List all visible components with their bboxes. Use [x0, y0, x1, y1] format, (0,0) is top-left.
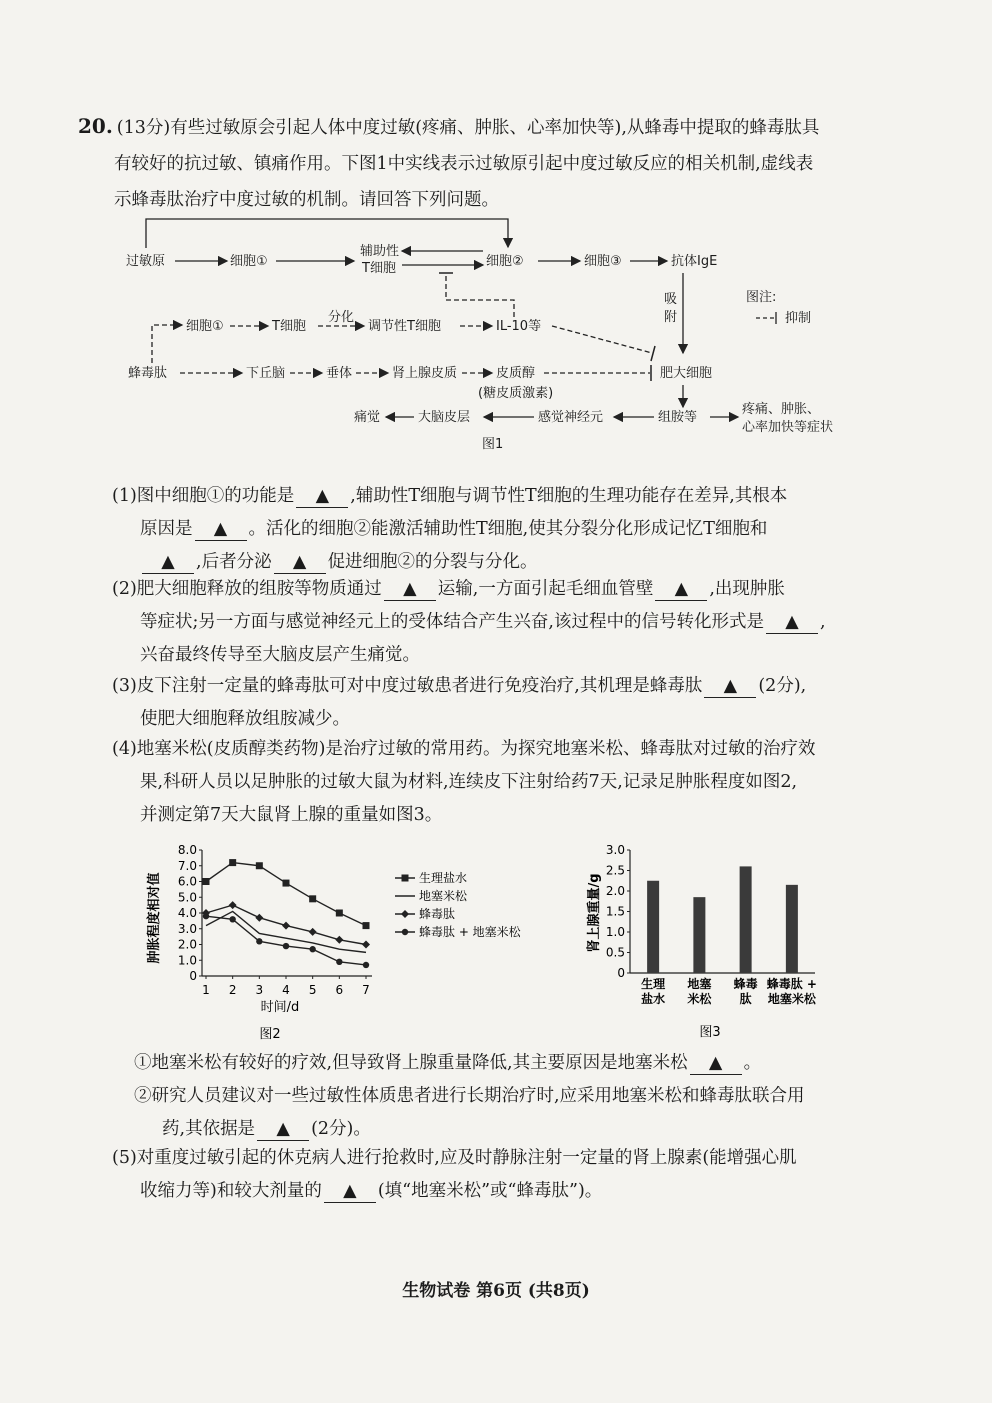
fig3-y-tick-label: 0	[617, 966, 625, 980]
fig3-category-label: 盐水	[641, 992, 666, 1006]
fig2-y-tick-label: 3.0	[177, 921, 197, 936]
fig2-point-square	[402, 875, 409, 882]
fig2-point-diamond	[282, 922, 290, 930]
symptoms-label-2: 心率加快等症状	[742, 420, 834, 435]
fig3-bar	[647, 881, 659, 973]
fig3-y-tick-label: 1.5	[605, 904, 625, 919]
helper-t-label-1: 辅助性	[360, 244, 400, 259]
fig2-point-circle	[283, 943, 289, 949]
fig2-point-square	[283, 880, 290, 887]
figure-2-line-chart	[140, 838, 560, 1048]
fig2-y-tick-label: 0	[189, 969, 197, 983]
melittin-label: 蜂毒肽	[128, 366, 168, 381]
fig2-legend-label: 生理盐水	[419, 871, 468, 885]
figure-1-caption: 图1	[482, 437, 504, 452]
fig2-ylabel: 肿胀程度相对值	[147, 872, 162, 964]
fig2-point-circle	[203, 913, 209, 919]
fig3-bar	[786, 885, 798, 973]
answer-blank[interactable]: ▲	[324, 1180, 376, 1203]
answer-blank[interactable]: ▲	[142, 551, 194, 574]
fig3-category-label: 蜂毒肽 +	[766, 977, 817, 991]
question-4: (4)地塞米松(皮质醇类药物)是治疗过敏的常用药。为探究地塞米松、蜂毒肽对过敏的治疗效 果,科研人员以足肿胀的过敏大鼠为材料,连续皮下注射给药7天,记录足肿胀程度如图2, 并测定第7天大鼠肾上腺的重量如图3。	[112, 739, 816, 825]
stem-line-3: 示蜂毒肽治疗中度过敏的机制。请回答下列问题。	[114, 190, 499, 210]
cell1-label: 细胞①	[230, 254, 268, 269]
cortisol-note: (糖皮质激素)	[478, 386, 554, 401]
fig3-y-tick-label: 1.0	[605, 925, 625, 939]
fig2-point-circle	[229, 916, 235, 922]
arrow-allergen-to-cell2	[146, 219, 508, 248]
question-2: (2)肥大细胞释放的组胺等物质通过 ▲ 运输,一方面引起毛细血管壁 ▲ ,出现肿胀 等症状;另一方面与感觉神经元上的受体结合产生兴奋,该过程中的信号转化形式是 ▲ , 兴奋最终传导至大脑皮层产生痛觉。	[112, 579, 826, 665]
helper-t-label-2: T细胞	[362, 261, 396, 276]
hypothalamus-label: 下丘脑	[246, 366, 286, 381]
fig2-y-tick-label: 2.0	[177, 937, 197, 952]
question-number: 20.	[78, 114, 113, 138]
legend-title: 图注:	[746, 290, 777, 305]
fig2-point-circle	[336, 959, 342, 965]
fig2-x-tick-label: 6	[335, 983, 344, 997]
question-stem	[78, 108, 908, 218]
stem-line-2: 有较好的抗过敏、镇痛作用。下图1中实线表示过敏原引起中度过敏反应的相关机制,虚线表	[114, 154, 814, 174]
fig2-y-tick-label: 5.0	[177, 890, 197, 905]
question-1: (1)图中细胞①的功能是 ▲ ,辅助性T细胞与调节性T细胞的生理功能存在差异,其根本 原因是 ▲ 。活化的细胞②能激活辅助性T细胞,使其分裂分化形成记忆T细胞和 ▲ ,后者分泌 ▲ 促进细胞②的分裂与分化。	[112, 486, 788, 572]
fig3-y-tick-label: 2.0	[605, 884, 625, 898]
fig2-x-tick-label: 3	[255, 983, 264, 997]
answer-blank[interactable]: ▲	[195, 518, 247, 541]
fig2-y-tick-label: 4.0	[177, 906, 197, 920]
legend-inhibit-label: 抑制	[785, 311, 812, 326]
adsorb-label-2: 附	[664, 310, 678, 325]
adrenal-cortex-label: 肾上腺皮质	[392, 366, 458, 381]
fig2-point-diamond	[401, 910, 409, 918]
fig2-point-circle	[256, 938, 262, 944]
fig2-y-tick-label: 6.0	[177, 874, 197, 889]
fig3-category-label: 蜂毒	[733, 977, 758, 991]
answer-blank[interactable]: ▲	[766, 611, 818, 634]
fig2-x-tick-label: 1	[202, 983, 210, 997]
pituitary-label: 垂体	[326, 366, 353, 381]
fig3-category-label: 肽	[739, 992, 752, 1006]
answer-blank[interactable]: ▲	[274, 551, 326, 574]
fig2-point-diamond	[362, 941, 370, 949]
fig2-xlabel: 时间/d	[260, 1000, 300, 1015]
fig2-y-tick-label: 1.0	[177, 953, 197, 968]
fig2-point-square	[309, 895, 316, 902]
fig2-legend-label: 地塞米松	[419, 889, 468, 903]
fig3-category-label: 生理	[641, 977, 666, 991]
question-5: (5)对重度过敏引起的休克病人进行抢救时,应及时静脉注射一定量的肾上腺素(能增强心肌 收缩力等)和较大剂量的 ▲ (填“地塞米松”或“蜂毒肽”)。	[112, 1148, 797, 1201]
answer-blank[interactable]: ▲	[704, 675, 756, 698]
figure-1-diagram	[0, 205, 992, 475]
adsorb-label-1: 吸	[664, 292, 678, 307]
fig2-y-tick-label: 8.0	[177, 843, 197, 857]
inhibit-il10-helper	[446, 273, 514, 317]
fig2-x-tick-label: 2	[228, 983, 237, 997]
ige-label: 抗体IgE	[671, 254, 718, 269]
cell3-label: 细胞③	[584, 254, 622, 269]
fig2-legend-label: 蜂毒肽 + 地塞米松	[419, 925, 521, 939]
sensory-neuron-label: 感觉神经元	[538, 410, 604, 425]
arrow-melittin-cell1b	[152, 325, 182, 363]
answer-blank[interactable]: ▲	[655, 578, 707, 601]
stem-line-1: (13分)有些过敏原会引起人体中度过敏(疼痛、肿胀、心率加快等),从蜂毒中提取的蜂毒肽具	[116, 118, 820, 138]
question-4-subs: ①地塞米松有较好的疗效,但导致肾上腺重量降低,其主要原因是地塞米松 ▲ 。 ②研究人员建议对一些过敏性体质患者进行长期治疗时,应采用地塞米松和蜂毒肽联合用 药,其依据是 ▲ (2分)。	[134, 1053, 805, 1139]
fig2-point-square	[256, 862, 263, 869]
question-3: (3)皮下注射一定量的蜂毒肽可对中度过敏患者进行免疫治疗,其机理是蜂毒肽 ▲ (2分), 使肥大细胞释放组胺减少。	[112, 676, 807, 729]
fig2-point-diamond	[229, 901, 237, 909]
fig3-category-label: 地塞米松	[767, 992, 816, 1006]
fig2-y-tick-label: 7.0	[177, 858, 197, 873]
fig2-point-circle	[363, 962, 369, 968]
cell2-label: 细胞②	[486, 254, 524, 269]
fig2-point-diamond	[255, 914, 263, 922]
figure-3-bar-chart	[580, 838, 820, 1048]
answer-blank[interactable]: ▲	[690, 1052, 742, 1075]
fig2-point-square	[203, 878, 210, 885]
fig2-x-tick-label: 5	[308, 983, 317, 997]
cell1b-label: 细胞①	[186, 319, 224, 334]
allergen-label: 过敏原	[126, 254, 166, 269]
fig2-point-square	[363, 922, 370, 929]
fig3-bar	[740, 866, 752, 973]
fig3-bar	[693, 897, 705, 973]
mast-cell-label: 肥大细胞	[660, 366, 713, 381]
answer-blank[interactable]: ▲	[384, 578, 436, 601]
answer-blank[interactable]: ▲	[257, 1118, 309, 1141]
fig3-y-tick-label: 2.5	[605, 863, 625, 878]
symptoms-label-1: 疼痛、肿胀、	[742, 402, 821, 417]
fig2-point-square	[229, 859, 236, 866]
fig2-point-diamond	[335, 936, 343, 944]
fig3-y-tick-label: 0.5	[605, 945, 625, 960]
cortisol-label: 皮质醇	[496, 366, 536, 381]
page-footer: 生物试卷 第6页 (共8页)	[402, 1281, 590, 1301]
inhibit-il10-mastcell	[552, 326, 652, 353]
il10-label: IL-10等	[496, 319, 542, 334]
pain-label: 痛觉	[354, 410, 381, 425]
fig3-ylabel: 肾上腺重量/g	[587, 873, 602, 953]
fig2-legend-label: 蜂毒肽	[419, 907, 456, 921]
histamine-label: 组胺等	[658, 410, 698, 425]
fig3-category-label: 米松	[687, 992, 712, 1006]
fig3-caption: 图3	[699, 1025, 721, 1040]
fig2-caption: 图2	[259, 1027, 281, 1042]
fig3-y-tick-label: 3.0	[605, 843, 625, 857]
fig3-category-label: 地塞	[687, 977, 712, 991]
answer-blank[interactable]: ▲	[296, 485, 348, 508]
tcell-label: T细胞	[272, 319, 306, 334]
fig2-x-tick-label: 7	[362, 983, 370, 997]
fig2-point-square	[336, 910, 343, 917]
fig2-point-diamond	[309, 928, 317, 936]
fig2-point-circle	[309, 946, 315, 952]
treg-label: 调节性T细胞	[368, 319, 441, 334]
fig2-point-circle	[402, 929, 408, 935]
cerebral-cortex-label: 大脑皮层	[418, 410, 471, 425]
differentiate-label: 分化	[328, 310, 355, 325]
fig2-x-tick-label: 4	[282, 983, 290, 997]
